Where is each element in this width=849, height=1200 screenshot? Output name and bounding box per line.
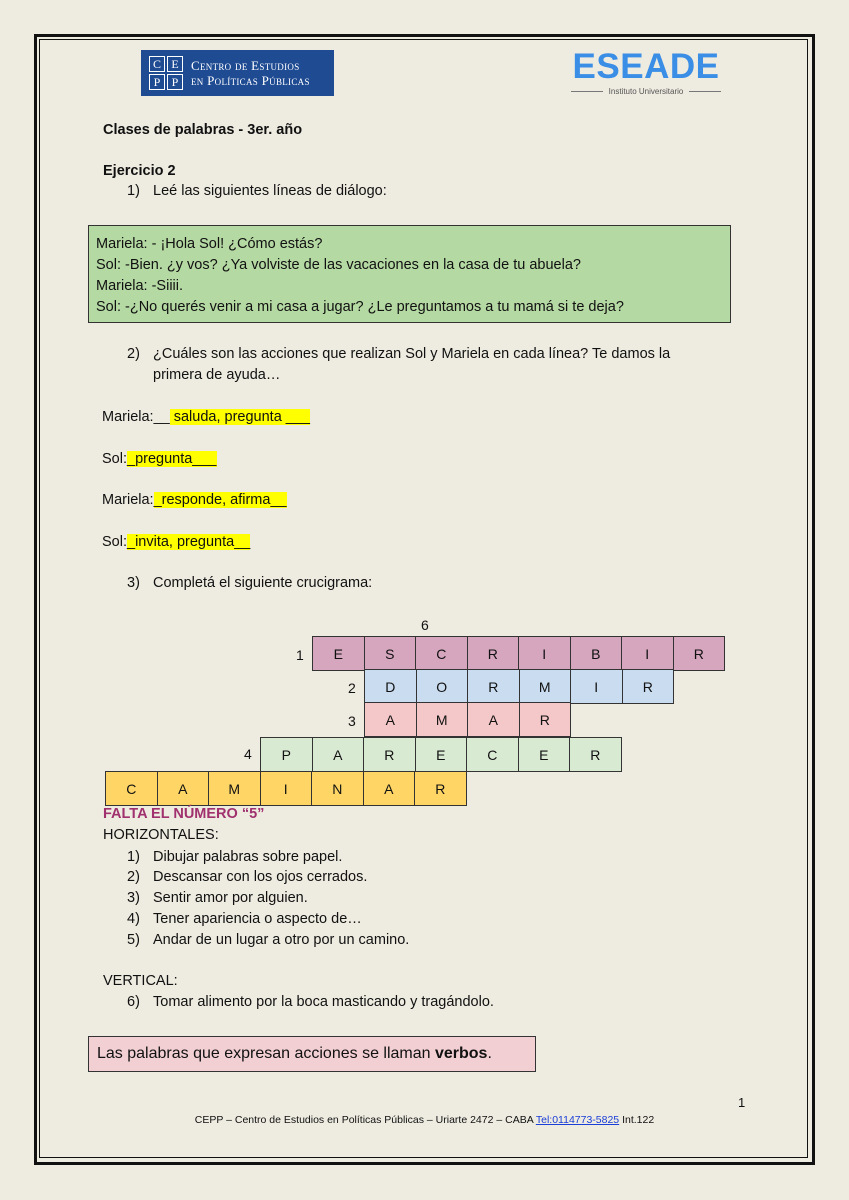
crossword-cell: A [468,703,520,736]
crossword-cell: R [623,670,675,703]
question-3-number: 3) [127,575,140,591]
crossword-cell: C [416,637,468,670]
cepp-letter: C [149,56,165,72]
crossword-row-1 [312,636,725,671]
clue-number: 6) [127,994,140,1010]
question-3-text: Completá el siguiente crucigrama: [153,575,373,591]
page-title: Clases de palabras - 3er. año [103,122,303,138]
divider [571,91,603,92]
crossword-cell: C [467,738,519,771]
crossword-row-number: 3 [348,713,356,729]
answer-highlight: saluda, pregunta ___ [169,409,310,425]
cepp-line1: Centro de Estudios [191,58,300,73]
crossword-cell: E [416,738,468,771]
crossword-cell: C [106,772,158,805]
footer-extension: Int.122 [619,1114,655,1126]
cepp-logo-grid [149,56,183,90]
vertical-title: VERTICAL: [103,973,178,989]
answer-label: Mariela: [102,492,154,508]
cepp-logo [141,50,334,96]
crossword-row-number: 1 [296,647,304,663]
footer-phone-link[interactable]: Tel:0114773-5825 [535,1114,620,1126]
crossword-cell: A [158,772,210,805]
answer-label: Mariela:__ [102,409,170,425]
clue-text: Andar de un lugar a otro por un camino. [153,932,410,948]
crossword-cell: M [209,772,261,805]
crossword-cell: N [312,772,364,805]
answer-label: Sol: [102,451,127,467]
clue-text: Tener apariencia o aspecto de… [153,911,362,927]
crossword-cell: B [571,637,623,670]
crossword-cell: I [571,670,623,703]
crossword-cell: E [519,738,571,771]
crossword-cell: O [417,670,469,703]
answer-line-4 [102,534,250,550]
clue-number: 1) [127,849,140,865]
conclusion-keyword: verbos [434,1045,488,1062]
answer-label: Sol: [102,534,127,550]
crossword-cell: D [365,670,417,703]
crossword-cell: I [519,637,571,670]
dialog-line: Sol: -Bien. ¿y vos? ¿Ya volviste de las vacaciones en la casa de tu abuela? [96,257,581,273]
question-1-number: 1) [127,183,140,199]
eseade-subtitle-row [566,87,726,96]
dialog-line: Sol: -¿No querés venir a mi casa a jugar? ¿Le preguntamos a tu mamá si te deja? [96,299,624,315]
eseade-logo [566,48,726,96]
crossword-cell: E [313,637,365,670]
eseade-name: ESEADE [572,47,720,86]
crossword-cell: M [417,703,469,736]
dialog-line: Mariela: - ¡Hola Sol! ¿Cómo estás? [96,236,323,252]
clue-text: Dibujar palabras sobre papel. [153,849,343,865]
dialog-line: Mariela: -Siiii. [96,278,184,294]
crossword-cell: R [674,637,726,670]
answer-highlight: _responde, afirma__ [153,492,287,508]
cepp-logo-text [191,58,310,88]
question-2-number: 2) [127,346,140,362]
question-2-line2: primera de ayuda… [153,367,281,383]
cepp-line2: en Políticas Públicas [191,73,310,88]
page-border-inner [39,39,808,1158]
crossword-row-4 [260,737,622,772]
question-2-line1: ¿Cuáles son las acciones que realizan Sol y Mariela en cada línea? Te damos la [153,346,671,362]
clue-number: 2) [127,869,140,885]
crossword-cell: A [365,703,417,736]
footer [0,1114,849,1126]
clue-text: Sentir amor por alguien. [153,890,308,906]
crossword-cell: A [364,772,416,805]
clue-number: 5) [127,932,140,948]
missing-number-note: FALTA EL NÚMERO “5” [103,806,265,822]
crossword-cell: R [364,738,416,771]
horizontal-title: HORIZONTALES: [103,827,219,843]
clue-number: 3) [127,890,140,906]
clue-text: Tomar alimento por la boca masticando y tragándolo. [153,994,494,1010]
divider [689,91,721,92]
cepp-letter: P [149,74,165,90]
crossword-cell: A [313,738,365,771]
clue-text: Descansar con los ojos cerrados. [153,869,368,885]
answer-line-1 [102,409,310,425]
crossword-cell: R [468,670,520,703]
answer-line-3 [102,492,287,508]
footer-text: CEPP – Centro de Estudios en Políticas Públicas – Uriarte 2472 – CABA [194,1114,536,1126]
crossword-vertical-number: 6 [421,617,429,633]
eseade-subtitle: Instituto Universitario [608,87,684,96]
crossword-row-2 [364,669,674,704]
crossword-row-number: 4 [244,746,252,762]
clue-number: 4) [127,911,140,927]
cepp-letter: E [167,56,183,72]
crossword-cell: I [261,772,313,805]
crossword-cell: R [415,772,467,805]
crossword-cell: S [365,637,417,670]
crossword-cell: M [520,670,572,703]
conclusion-box [88,1036,536,1072]
crossword-cell: R [570,738,622,771]
crossword-cell: R [468,637,520,670]
page-number: 1 [738,1095,746,1110]
question-1-text: Leé las siguientes líneas de diálogo: [153,183,387,199]
crossword-row-3 [364,702,571,737]
conclusion-suffix: . [487,1045,492,1062]
answer-highlight: _invita, pregunta__ [127,534,251,550]
answer-line-2 [102,451,217,467]
cepp-letter: P [167,74,183,90]
crossword-row-5 [105,771,467,806]
answer-highlight: _pregunta___ [127,451,217,467]
crossword-row-number: 2 [348,680,356,696]
crossword-cell: P [261,738,313,771]
conclusion-text: Las palabras que expresan acciones se llaman [97,1045,435,1062]
crossword-cell: I [622,637,674,670]
dialog-box [88,225,731,323]
exercise-title: Ejercicio 2 [103,163,176,179]
crossword-cell: R [520,703,572,736]
